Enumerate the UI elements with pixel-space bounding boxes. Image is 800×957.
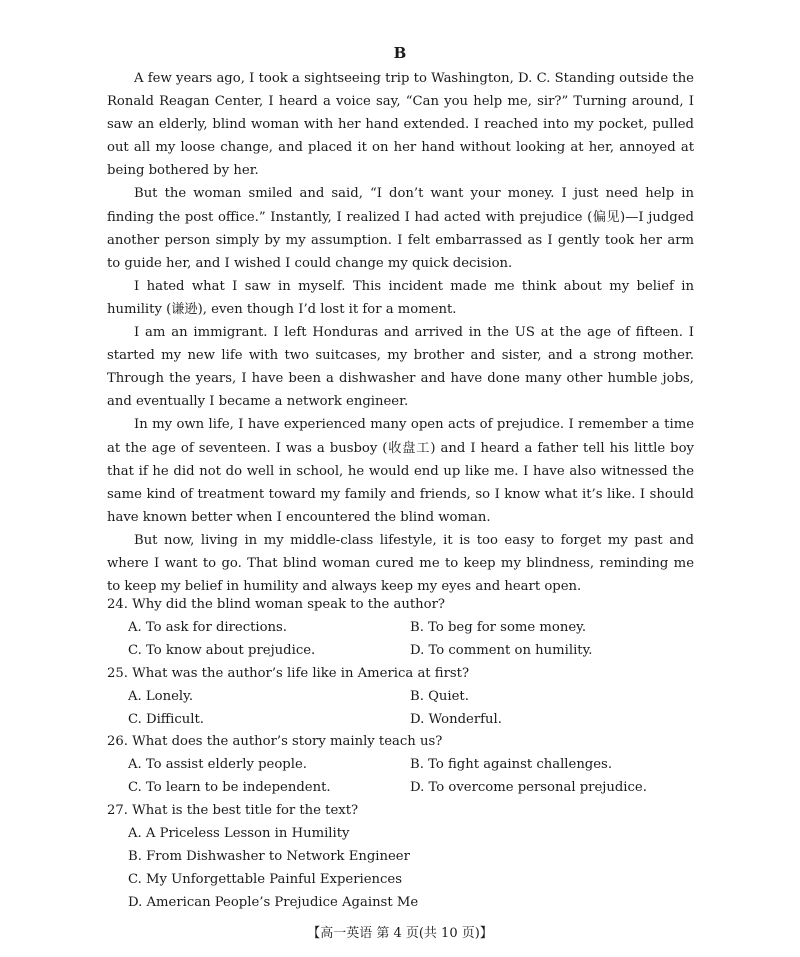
option-d: D. American People’s Prejudice Against Me bbox=[128, 894, 419, 910]
paragraph: But now, living in my middle-class lifestyle, it is too easy to forget my past and where I want to go. That blind woman cured me to keep my blindness, reminding me to keep my belief in humility and always keep my eyes and heart open. bbox=[107, 532, 694, 595]
paragraph: But the woman smiled and said, “I don’t want your money. I just need help in finding the post office.” Instantly, I realized I had acted with prejudice (偏见)—I judged another person simply by my assumption. I felt embarrassed as I gently took her arm to guide her, and I wished I could change my quick decision. bbox=[107, 186, 694, 271]
paragraph: I hated what I saw in myself. This incident made me think about my belief in humility (谦逊), even though I’d lost it for a moment. bbox=[107, 278, 694, 317]
option-grid bbox=[107, 754, 694, 800]
option-b: B. To beg for some money. bbox=[410, 619, 587, 635]
question-stem: 24. Why did the blind woman speak to the author? bbox=[107, 597, 445, 612]
option-d: D. To comment on humility. bbox=[410, 642, 593, 658]
option-b: B. From Dishwasher to Network Engineer bbox=[128, 848, 410, 864]
option-d: D. Wonderful. bbox=[410, 711, 502, 727]
option-a: A. To ask for directions. bbox=[128, 619, 288, 635]
option-d: D. To overcome personal prejudice. bbox=[410, 780, 647, 796]
question-stem: 26. What does the author’s story mainly teach us? bbox=[107, 734, 443, 750]
question-27 bbox=[107, 800, 694, 915]
option-c: C. To learn to be independent. bbox=[128, 780, 331, 796]
paragraph: A few years ago, I took a sightseeing trip to Washington, D. C. Standing outside the Ronald Reagan Center, I heard a voice say, “Can you help me, sir?” Turning around, I saw an elderly, blind woman with her hand extended. I reached into my pocket, pulled out all my loose change, and placed it on her hand without looking at her, annoyed at being bothered by her. bbox=[107, 71, 694, 179]
section-title: B bbox=[393, 44, 407, 62]
option-grid bbox=[107, 686, 694, 732]
option-c: C. Difficult. bbox=[128, 711, 204, 727]
question-stem: 27. What is the best title for the text? bbox=[107, 803, 359, 819]
question-26 bbox=[107, 731, 694, 800]
question-list bbox=[107, 594, 694, 915]
option-c: C. My Unforgettable Painful Experiences bbox=[128, 871, 402, 887]
option-b: B. Quiet. bbox=[410, 688, 469, 704]
option-c: C. To know about prejudice. bbox=[128, 642, 316, 658]
page-footer: 【高一英语 第 4 页(共 10 页)】 bbox=[307, 926, 493, 941]
option-b: B. To fight against challenges. bbox=[410, 757, 613, 773]
option-a: A. To assist elderly people. bbox=[128, 757, 307, 773]
paragraph: I am an immigrant. I left Honduras and arrived in the US at the age of fifteen. I started my new life with two suitcases, my brother and sister, and a strong mother. Through the years, I have been a dishwasher and have done many other humble jobs, and eventually I became a network engineer. bbox=[107, 325, 694, 410]
paragraph: In my own life, I have experienced many open acts of prejudice. I remember a time at the age of seventeen. I was a busboy (收盘工) and I heard a father tell his little boy that if he did not do well in school, he would end up like me. I have also witnessed the same kind of treatment toward my family and friends, so I know what it’s like. I should have known better when I encountered the blind woman. bbox=[107, 417, 694, 525]
question-25 bbox=[107, 663, 694, 732]
option-grid bbox=[107, 617, 694, 663]
question-24 bbox=[107, 594, 694, 663]
option-a: A. A Priceless Lesson in Humility bbox=[128, 826, 350, 842]
question-stem: 25. What was the author’s life like in America at first? bbox=[107, 665, 470, 681]
option-list bbox=[107, 823, 694, 915]
option-a: A. Lonely. bbox=[128, 688, 194, 704]
reading-passage bbox=[107, 67, 694, 598]
